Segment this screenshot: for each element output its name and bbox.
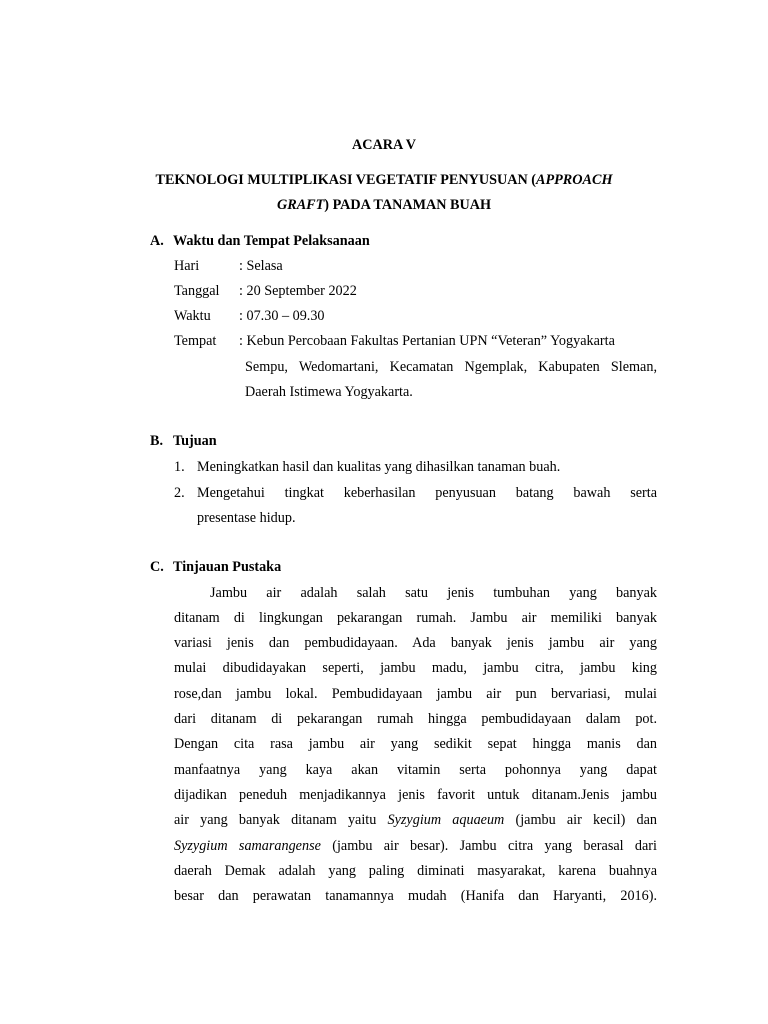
paragraph-line: variasi jenis dan pembudidayaan. Ada banyak jenis jambu air yang [174,635,657,651]
list-item-cont: presentase hidup. [197,510,296,526]
subtitle-line-1 [110,172,658,189]
subtitle-italic-term: APPROACH [536,172,613,188]
paragraph-line: rose,dan jambu lokal. Pembudidayaan jambu air pun bervariasi, mulai [174,686,657,702]
paragraph-line: ditanam di lingkungan pekarangan rumah. Jambu air memiliki banyak [174,610,657,626]
section-title: Tujuan [173,433,217,449]
paragraph-line: dijadikan peneduh menjadikannya jenis favorit untuk ditanam.Jenis jambu [174,787,657,803]
paragraph-line: manfaatnya yang kaya akan vitamin serta pohonnya yang dapat [174,762,657,778]
section-b-heading [150,433,217,450]
subtitle-line-2 [110,197,658,214]
paragraph-line: besar dan perawatan tanamannya mudah (Hanifa dan Haryanti, 2016). [174,888,657,904]
paragraph-line: mulai dibudidayakan seperti, jambu madu, jambu citra, jambu king [174,660,657,676]
subtitle-text: TEKNOLOGI MULTIPLIKASI VEGETATIF PENYUSUAN ( [155,172,537,188]
list-number: 2. [174,485,185,501]
paragraph-line: Jambu air adalah salah satu jenis tumbuhan yang banyak [210,585,657,601]
info-value-tempat: : Kebun Percobaan Fakultas Pertanian UPN “Veteran” Yogyakarta [239,333,615,349]
section-letter: C. [150,559,164,575]
info-label-hari: Hari [174,258,200,274]
paragraph-line: dari ditanam di pekarangan rumah hingga pembudidayaan dalam pot. [174,711,657,727]
section-a-heading [150,233,370,250]
subtitle-text: ) PADA TANAMAN BUAH [324,197,491,213]
info-value-tempat-cont-1: Sempu, Wedomartani, Kecamatan Ngemplak, Kabupaten Sleman, [245,359,657,375]
section-letter: B. [150,433,164,449]
text-run: (jambu air kecil) dan [504,812,657,828]
info-value-hari: : Selasa [239,258,283,274]
page-title: ACARA V [352,137,416,153]
list-item: Meningkatkan hasil dan kualitas yang dihasilkan tanaman buah. [197,459,561,475]
subtitle-italic-term: GRAFT [276,197,325,213]
paragraph-line: daerah Demak adalah yang paling diminati masyarakat, karena buahnya [174,863,657,879]
section-letter: A. [150,233,164,249]
section-c-heading [150,559,281,576]
species-name: Syzygium aquaeum [387,812,505,828]
info-label-tanggal: Tanggal [174,283,220,299]
species-name: Syzygium samarangense [174,838,321,854]
info-label-waktu: Waktu [174,308,211,324]
section-title: Tinjauan Pustaka [173,559,282,575]
paragraph-line [174,812,657,829]
text-run: (jambu air besar). Jambu citra yang berasal dari [320,838,657,854]
info-label-tempat: Tempat [174,333,217,349]
list-item: Mengetahui tingkat keberhasilan penyusuan batang bawah serta [197,485,657,501]
text-run: air yang banyak ditanam yaitu [174,812,388,828]
info-value-tempat-cont-2: Daerah Istimewa Yogyakarta. [245,384,413,400]
section-title: Waktu dan Tempat Pelaksanaan [173,233,370,249]
paragraph-line [174,838,657,855]
info-value-tanggal: : 20 September 2022 [239,283,357,299]
info-value-waktu: : 07.30 – 09.30 [239,308,325,324]
list-number: 1. [174,459,185,475]
paragraph-line: Dengan cita rasa jambu air yang sedikit sepat hingga manis dan [174,736,657,752]
